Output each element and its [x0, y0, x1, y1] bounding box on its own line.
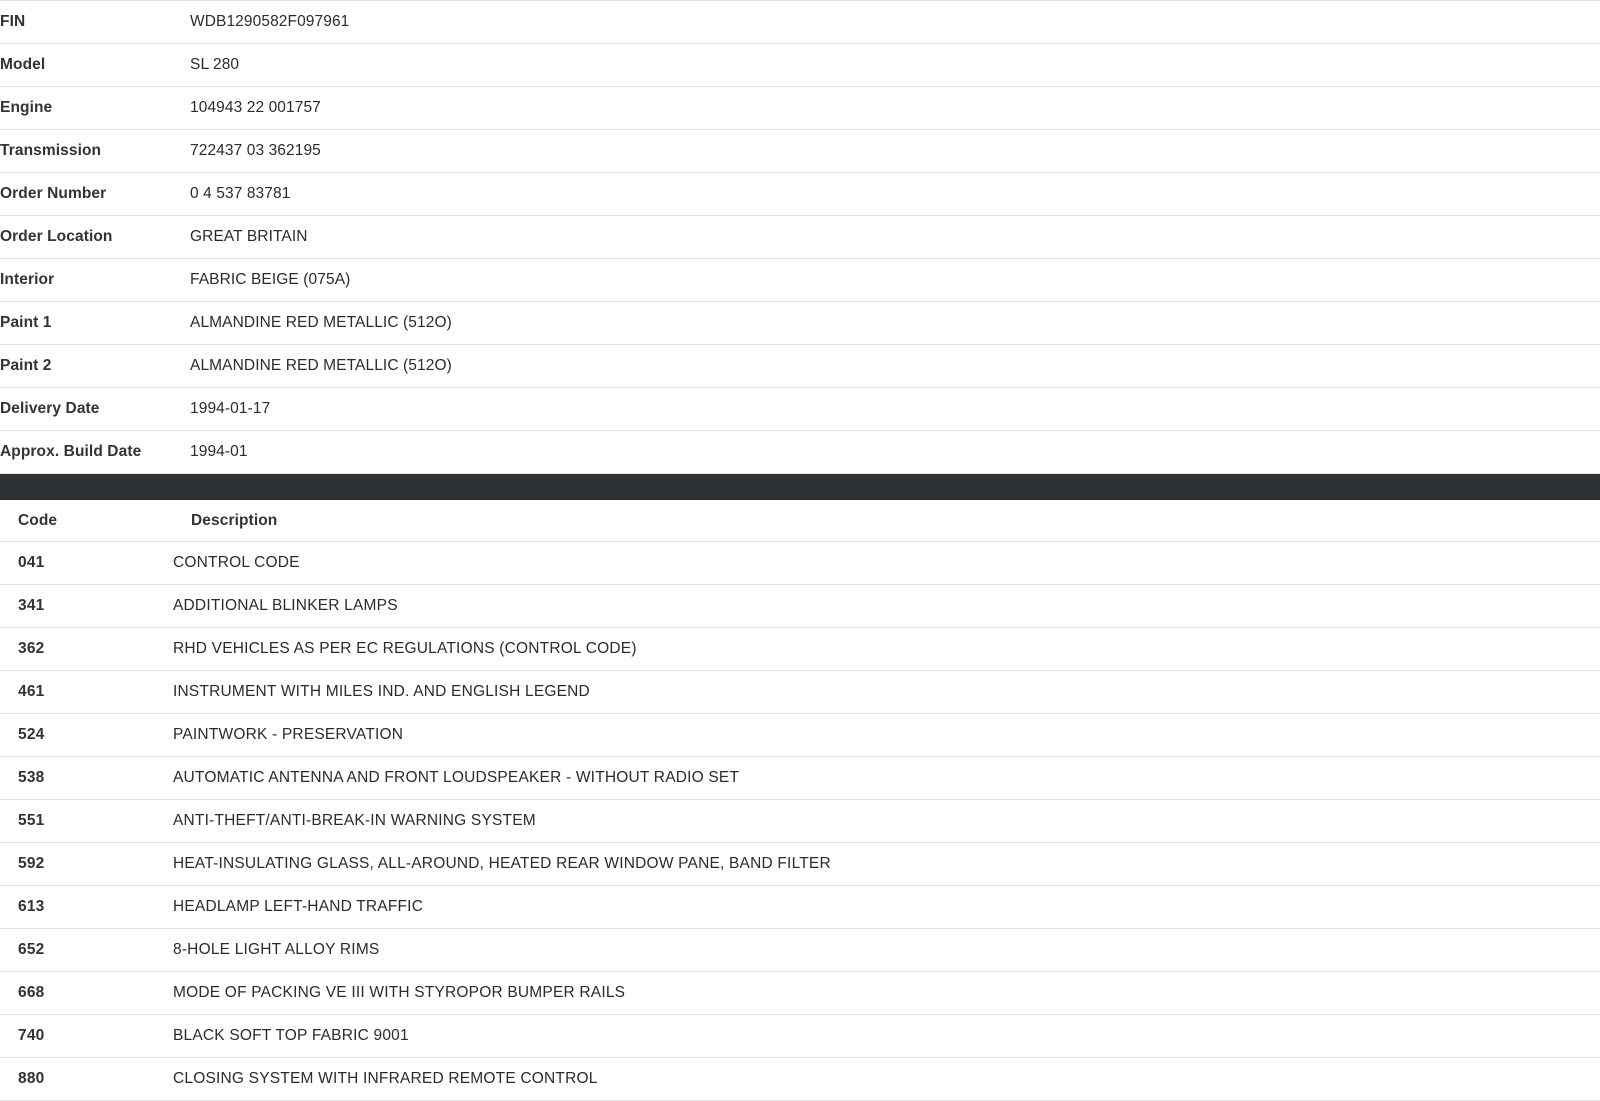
table-row	[0, 130, 1600, 173]
table-row	[0, 87, 1600, 130]
spec-label: Transmission	[0, 142, 102, 159]
option-code: 538	[18, 769, 45, 786]
table-row	[0, 929, 1600, 972]
option-code: 341	[18, 597, 45, 614]
table-row	[0, 1, 1600, 44]
option-description: PAINTWORK - PRESERVATION	[173, 726, 404, 743]
option-code: 613	[18, 898, 45, 915]
spec-label: Order Number	[0, 185, 107, 202]
option-code: 041	[18, 554, 45, 571]
option-code: 668	[18, 984, 45, 1001]
option-description: ADDITIONAL BLINKER LAMPS	[173, 597, 398, 614]
table-row	[0, 972, 1600, 1015]
table-row	[0, 843, 1600, 886]
table-row	[0, 1015, 1600, 1058]
option-code: 524	[18, 726, 45, 743]
table-row	[0, 585, 1600, 628]
vehicle-spec-table	[0, 0, 1600, 474]
spec-value: 104943 22 001757	[190, 99, 321, 116]
table-row	[0, 714, 1600, 757]
option-code: 461	[18, 683, 45, 700]
option-code: 740	[18, 1027, 45, 1044]
table-row	[0, 800, 1600, 843]
option-description: HEADLAMP LEFT-HAND TRAFFIC	[173, 898, 424, 915]
table-row	[0, 1058, 1600, 1101]
spec-label: Order Location	[0, 228, 113, 245]
option-code: 652	[18, 941, 45, 958]
table-row	[0, 671, 1600, 714]
option-description: MODE OF PACKING VE III WITH STYROPOR BUMPER RAILS	[173, 984, 626, 1001]
option-description: INSTRUMENT WITH MILES IND. AND ENGLISH LEGEND	[173, 683, 590, 700]
column-header-code: Code	[18, 512, 58, 529]
spec-value: WDB1290582F097961	[190, 13, 350, 30]
option-description: 8-HOLE LIGHT ALLOY RIMS	[173, 941, 380, 958]
spec-value: 0 4 537 83781	[190, 185, 291, 202]
table-row	[0, 388, 1600, 431]
spec-label: Model	[0, 56, 46, 73]
spec-label: Interior	[0, 271, 55, 288]
spec-value: GREAT BRITAIN	[190, 228, 308, 245]
option-description: RHD VEHICLES AS PER EC REGULATIONS (CONTROL CODE)	[173, 640, 637, 657]
option-code: 592	[18, 855, 45, 872]
table-row	[0, 628, 1600, 671]
spec-value: 722437 03 362195	[190, 142, 321, 159]
option-code: 551	[18, 812, 45, 829]
table-row	[0, 542, 1600, 585]
spec-value: 1994-01	[190, 443, 248, 460]
table-row	[0, 44, 1600, 87]
table-row	[0, 216, 1600, 259]
spec-label: Approx. Build Date	[0, 443, 142, 460]
spec-label: Paint 2	[0, 357, 52, 374]
vehicle-spec-body	[0, 1, 1600, 474]
option-description: CONTROL CODE	[173, 554, 300, 571]
option-codes-table	[0, 500, 1600, 1101]
option-description: ANTI-THEFT/ANTI-BREAK-IN WARNING SYSTEM	[173, 812, 536, 829]
spec-value: FABRIC BEIGE (075A)	[190, 271, 351, 288]
table-row	[0, 886, 1600, 929]
option-description: BLACK SOFT TOP FABRIC 9001	[173, 1027, 409, 1044]
spec-label: Engine	[0, 99, 53, 116]
table-row	[0, 173, 1600, 216]
spec-label: Delivery Date	[0, 400, 100, 417]
option-code: 880	[18, 1070, 45, 1087]
spec-value: SL 280	[190, 56, 240, 73]
spec-value: 1994-01-17	[190, 400, 271, 417]
option-description: CLOSING SYSTEM WITH INFRARED REMOTE CONTROL	[173, 1070, 598, 1087]
spec-value: ALMANDINE RED METALLIC (512O)	[190, 314, 452, 331]
option-description: AUTOMATIC ANTENNA AND FRONT LOUDSPEAKER - WITHOUT RADIO SET	[173, 769, 740, 786]
table-row	[0, 259, 1600, 302]
section-divider-bar	[0, 474, 1600, 500]
option-description: HEAT-INSULATING GLASS, ALL-AROUND, HEATED REAR WINDOW PANE, BAND FILTER	[173, 855, 831, 872]
table-row	[0, 345, 1600, 388]
spec-label: FIN	[0, 13, 26, 30]
table-row	[0, 302, 1600, 345]
table-row	[0, 431, 1600, 474]
spec-value: ALMANDINE RED METALLIC (512O)	[190, 357, 452, 374]
option-code: 362	[18, 640, 45, 657]
column-header-description: Description	[191, 512, 278, 529]
option-codes-header	[0, 500, 1600, 542]
spec-label: Paint 1	[0, 314, 52, 331]
table-row	[0, 757, 1600, 800]
table-header-row	[0, 500, 1600, 542]
option-codes-body	[0, 542, 1600, 1101]
